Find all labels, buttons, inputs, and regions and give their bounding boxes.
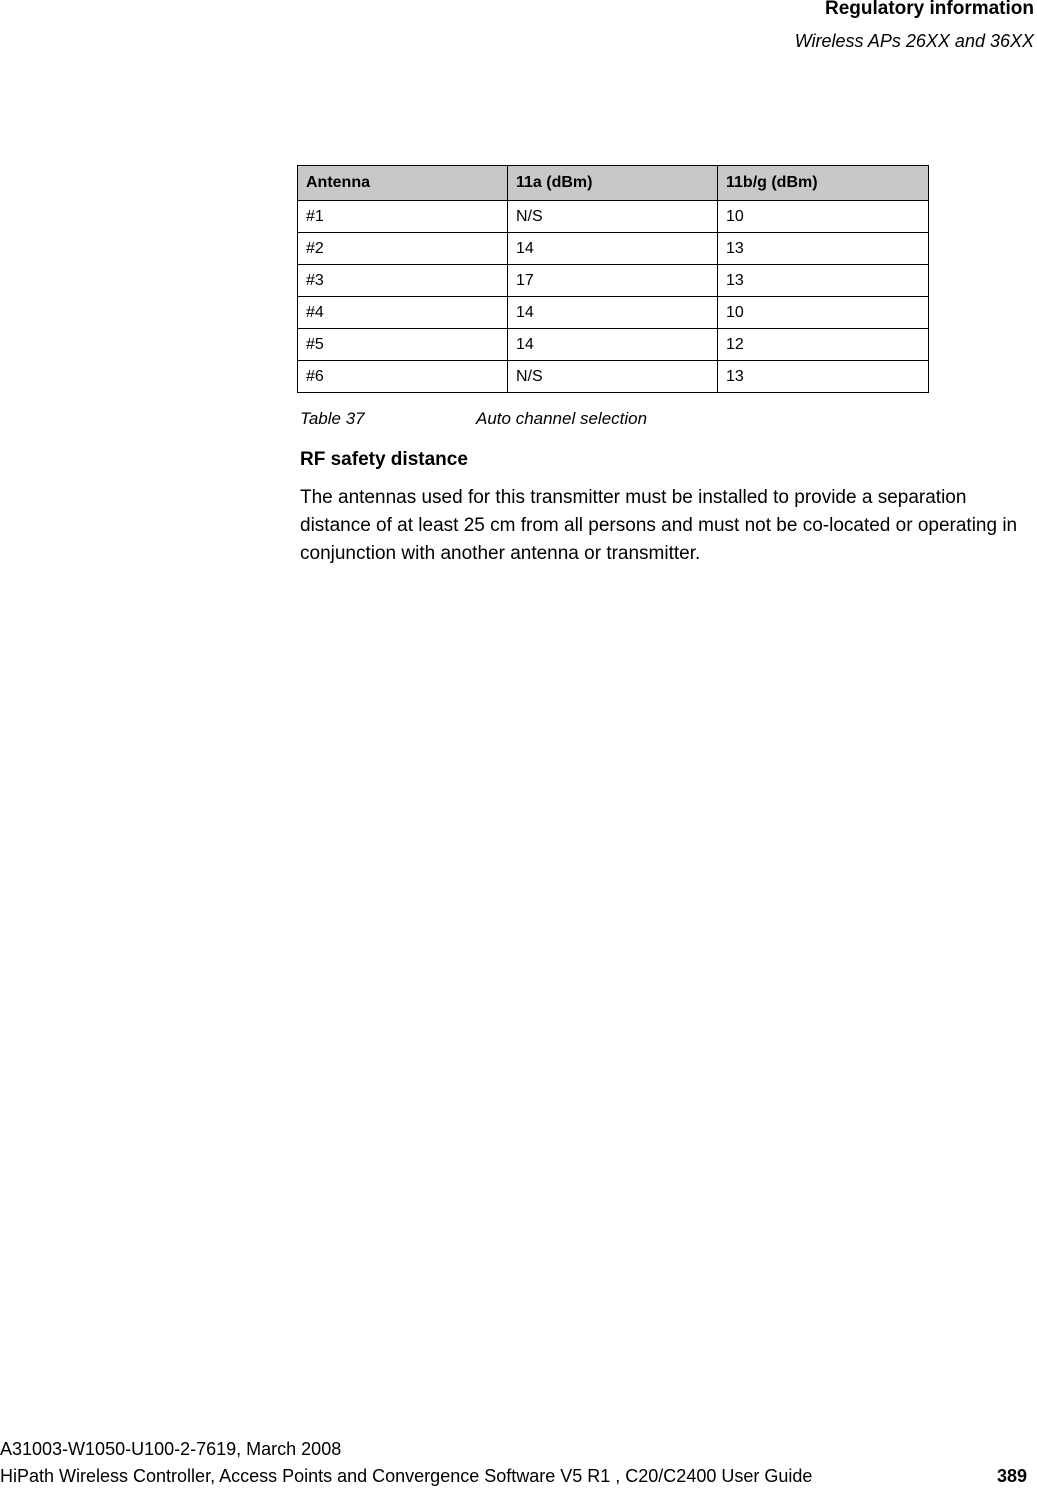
table-caption-label: Table 37 <box>300 409 365 428</box>
section-body-paragraph: The antennas used for this transmitter must be installed to provide a separation distance of at least 25 cm from all persons and must not be co-located or operating in conjunction with another antenna or transmitter. <box>300 487 1018 564</box>
table-row <box>298 265 929 297</box>
cell-11bg: 12 <box>718 329 929 361</box>
table-row <box>298 329 929 361</box>
column-header-11bg: 11b/g (dBm) <box>718 166 929 201</box>
chapter-title: Regulatory information <box>824 0 1034 19</box>
cell-11bg: 13 <box>718 361 929 393</box>
cell-11bg: 10 <box>718 297 929 329</box>
cell-11a: 14 <box>508 329 718 361</box>
antenna-power-table <box>297 165 929 393</box>
cell-11bg: 10 <box>718 201 929 233</box>
table-row <box>298 233 929 265</box>
section-subtitle: Wireless APs 26XX and 36XX <box>794 31 1034 51</box>
cell-11a: 14 <box>508 233 718 265</box>
cell-11bg: 13 <box>718 233 929 265</box>
cell-antenna: #1 <box>298 201 508 233</box>
cell-antenna: #2 <box>298 233 508 265</box>
cell-11a: N/S <box>508 361 718 393</box>
table-row <box>298 201 929 233</box>
column-header-11a: 11a (dBm) <box>508 166 718 201</box>
cell-11a: N/S <box>508 201 718 233</box>
cell-11a: 14 <box>508 297 718 329</box>
cell-antenna: #5 <box>298 329 508 361</box>
table-row <box>298 297 929 329</box>
table-caption-title: Auto channel selection <box>476 409 648 428</box>
table-row <box>298 361 929 393</box>
table-caption <box>300 408 648 430</box>
page-header <box>795 0 1034 53</box>
column-header-antenna: Antenna <box>298 166 508 201</box>
footer-document-number: A31003-W1050-U100-2-7619, March 2008 <box>0 1439 342 1459</box>
page-number: 389 <box>996 1466 1027 1486</box>
table-header-row <box>298 166 929 201</box>
cell-11bg: 13 <box>718 265 929 297</box>
section-heading: RF safety distance <box>300 449 468 470</box>
footer-guide-title: HiPath Wireless Controller, Access Points and Convergence Software V5 R1 , C20/C2400 User Guide <box>0 1466 813 1486</box>
cell-antenna: #4 <box>298 297 508 329</box>
cell-antenna: #3 <box>298 265 508 297</box>
cell-antenna: #6 <box>298 361 508 393</box>
cell-11a: 17 <box>508 265 718 297</box>
